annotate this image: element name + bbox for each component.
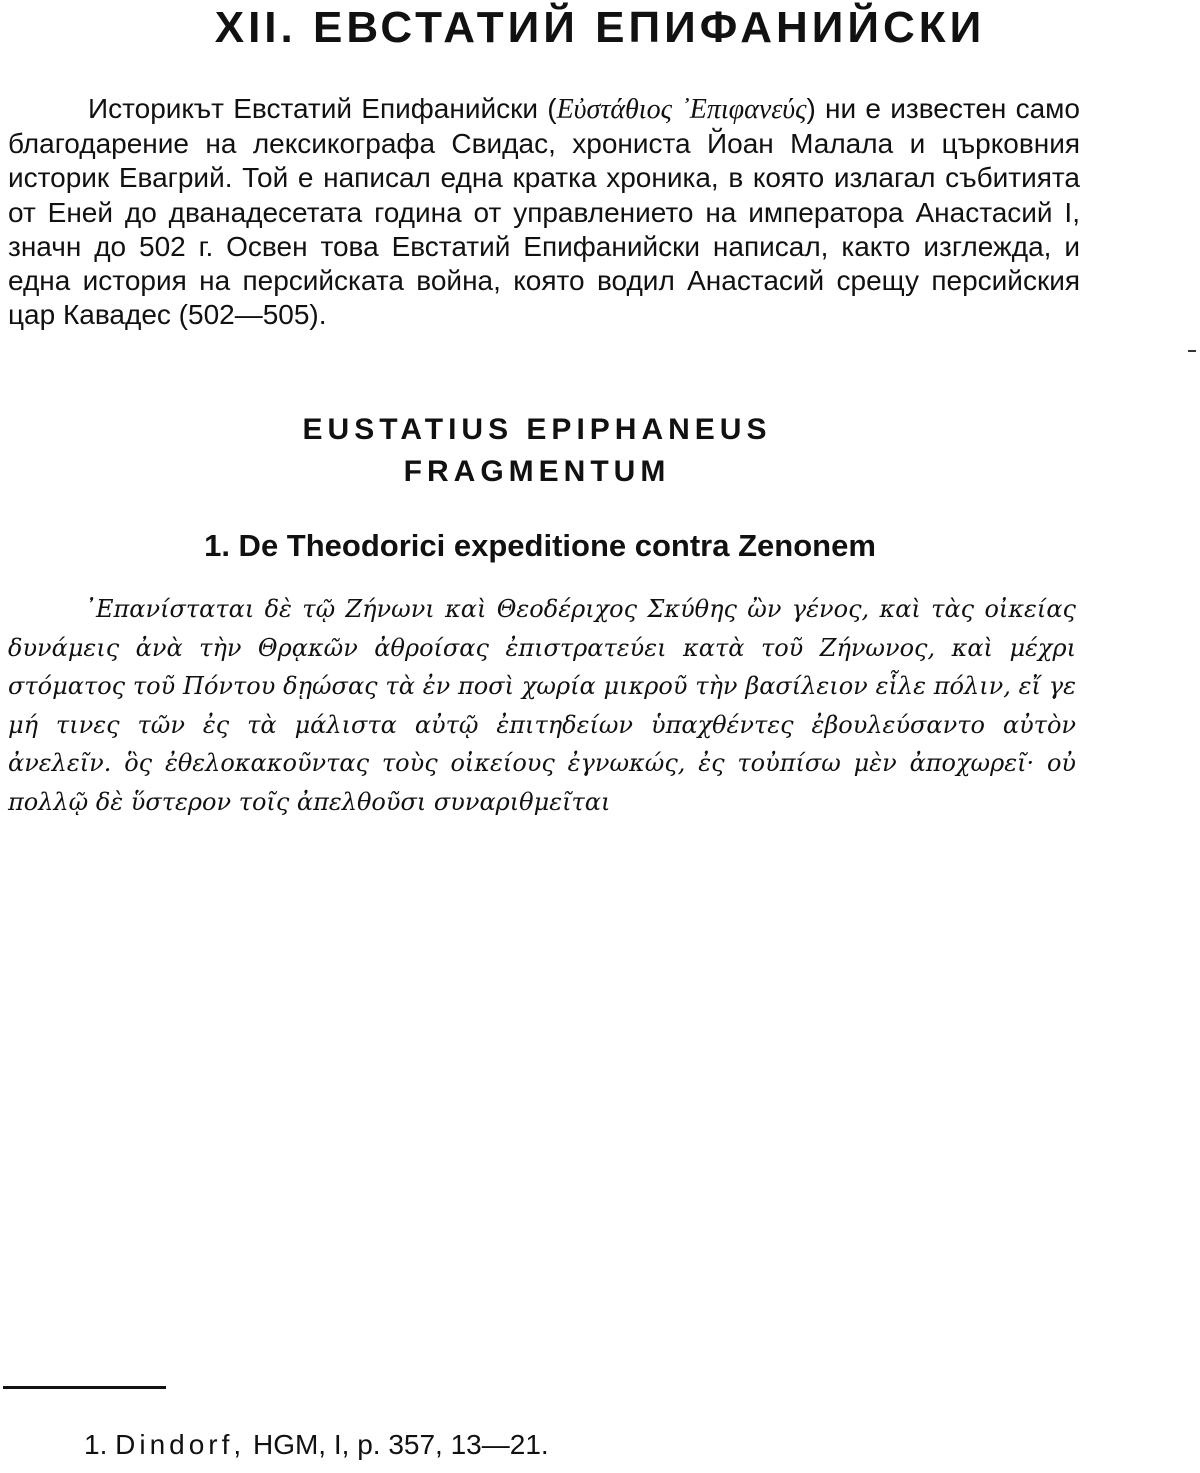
greek-fragment-body: ᾽Επανίσταται δὲ τῷ Ζήνωνι καὶ Θεοδέριχος Σκύθης ὢν γένος, καὶ τὰς οἰκείας δυνάμεις ἀνὰ τὴν Θρᾳκῶν ἀθροίσας ἐπιστρατεύει κατὰ τοῦ Ζήνωνος, καὶ μέχρι στόματος τοῦ Πόντου δῃώσας τὰ ἐν ποσὶ χωρία μικροῦ τὴν βασίλειον εἷλε πόλιν, εἴ γε μή τινες τῶν ἐς τὰ μάλιστα αὐτῷ ἐπιτηδείων ὑπαχθέντες ἐβουλεύσαντο αὐτὸν ἀνελεῖν. ὃς ἐθελοκακοῦντας τοὺς οἰκείους ἐγνωκώς, ἐς τοὐπίσω μὲν ἀποχωρεῖ· οὐ πολλῷ δὲ ὕστερον τοῖς ἀπελθοῦσι συναριθμεῖται <box>8 595 1076 816</box>
section-title: 1. De Theodorici expeditione contra Zenonem <box>204 528 876 563</box>
footnote-reference: HGM, I, p. 357, 13—21. <box>252 1429 549 1460</box>
greek-fragment-text <box>8 590 1076 821</box>
footnote-divider <box>3 1386 166 1389</box>
footnote-author: Dindorf, <box>115 1429 246 1460</box>
intro-text-start: Историкът Евстатий Епифанийски ( <box>88 93 557 124</box>
latin-heading-line-1: EUSTATIUS EPIPHANEUS <box>302 413 772 446</box>
latin-heading-line-2: FRAGMENTUM <box>403 455 671 488</box>
footnote-number: 1. <box>84 1429 108 1460</box>
margin-mark <box>1188 350 1196 352</box>
intro-paragraph <box>8 92 1080 332</box>
footnote <box>84 1427 549 1463</box>
chapter-title: XII. ЕВСТАТИЙ ЕПИФАНИЙСКИ <box>214 3 986 52</box>
intro-greek-name: Εὐστάθιος ᾽Επιφανεύς <box>556 94 807 125</box>
intro-text-rest: ) ни е известен само благодарение на лексикографа Свидас, хрониста Йоан Малала и църковния историк Евагрий. Той е написал една кратка хроника, в която излагал събитията от Еней до дванадесетата година от управлението на императора Анастасий I, значн до 502 г. Освен това Евстатий Епифанийски написал, както изглежда, и една история на персийската война, която водил Анастасий срещу персийския цар Кавадес (502—505). <box>8 93 1080 331</box>
